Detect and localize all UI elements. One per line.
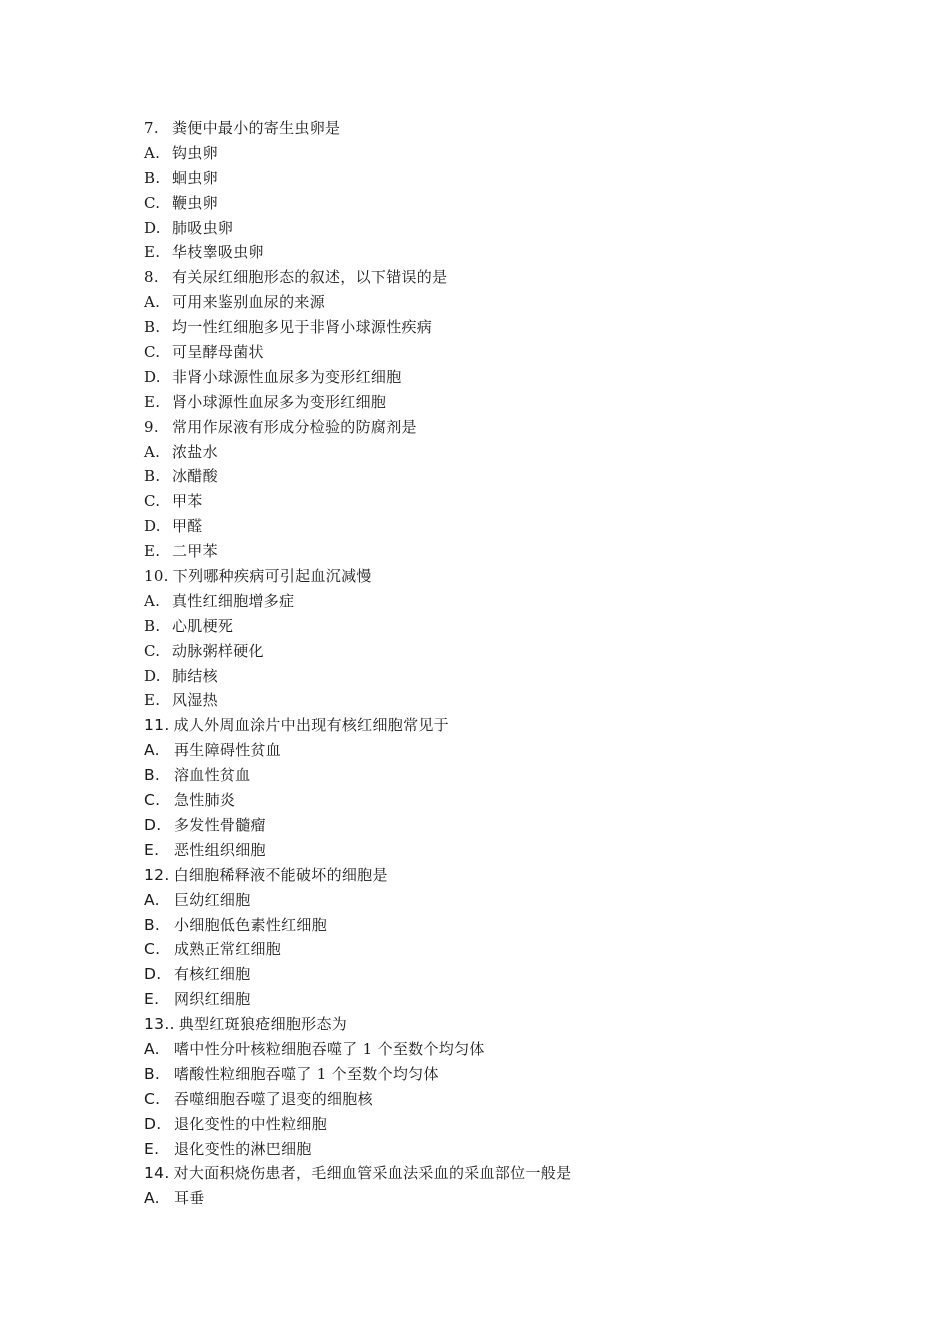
question-number: 10. [144,567,169,586]
question-text: 下列哪种疾病可引起血沉减慢 [172,567,372,586]
option-text: 均一性红细胞多见于非肾小球源性疾病 [172,318,433,337]
option-line [144,763,844,788]
option-letter: E. [144,990,160,1009]
question-number: 14. [144,1164,170,1183]
option-text: 真性红细胞增多症 [172,591,295,610]
option-line [144,141,844,166]
option-letter: E. [144,243,161,262]
option-text: 退化变性的中性粒细胞 [174,1114,328,1133]
question-line [144,265,844,290]
option-letter: A. [144,890,160,909]
option-letter: D. [144,965,162,984]
option-line [144,464,844,489]
option-letter: D. [144,1114,162,1133]
option-line [144,913,844,938]
option-line [144,240,844,265]
option-letter: E. [144,542,161,561]
option-text: 华枝睾吸虫卵 [172,243,264,262]
option-text: 有核红细胞 [174,965,251,984]
option-text: 巨幼红细胞 [174,890,251,909]
option-text: 小细胞低色素性红细胞 [174,915,328,934]
option-letter: B. [144,1064,161,1083]
question-text: 常用作尿液有形成分检验的防腐剂是 [172,417,417,436]
option-letter: B. [144,318,161,337]
option-line [144,1037,844,1062]
option-line [144,514,844,539]
option-line [144,365,844,390]
question-line [144,863,844,888]
option-letter: D. [144,367,161,386]
option-line [144,340,844,365]
option-letter: C. [144,492,161,511]
option-line [144,987,844,1012]
question-number: 12. [144,865,170,884]
option-line [144,888,844,913]
option-line [144,216,844,241]
option-line [144,191,844,216]
option-text: 嗜酸性粒细胞吞噬了 1 个至数个均匀体 [174,1064,439,1083]
option-text: 钩虫卵 [172,143,218,162]
question-text: 有关尿红细胞形态的叙述，以下错误的是 [172,268,448,287]
option-text: 蛔虫卵 [172,168,218,187]
option-text: 动脉粥样硬化 [172,641,264,660]
option-letter: A. [144,143,161,162]
option-text: 可呈酵母菌状 [172,343,264,362]
option-letter: C. [144,940,161,959]
option-text: 肺吸虫卵 [172,218,234,237]
option-text: 肾小球源性血尿多为变形红细胞 [172,392,387,411]
option-text: 嗜中性分叶核粒细胞吞噬了 1 个至数个均匀体 [174,1039,485,1058]
question-text: 典型红斑狼疮细胞形态为 [178,1015,348,1034]
option-letter: A. [144,1039,160,1058]
option-line [144,539,844,564]
option-letter: D. [144,218,161,237]
option-line [144,788,844,813]
option-line [144,166,844,191]
option-line [144,614,844,639]
option-letter: C. [144,193,161,212]
option-line [144,639,844,664]
option-line [144,1062,844,1087]
option-text: 心肌梗死 [172,616,234,635]
option-line [144,1137,844,1162]
option-text: 风湿热 [172,691,218,710]
question-number: 13.. [144,1015,175,1034]
option-letter: C. [144,791,161,810]
option-text: 二甲苯 [172,542,218,561]
option-letter: E. [144,392,161,411]
option-text: 耳垂 [174,1189,205,1208]
option-line [144,315,844,340]
question-number: 7. [144,119,159,137]
option-text: 甲苯 [172,492,203,511]
option-text: 退化变性的淋巴细胞 [174,1139,312,1158]
question-line [144,713,844,738]
option-text: 鞭虫卵 [172,193,218,212]
option-letter: C. [144,343,161,362]
question-number: 11. [144,716,170,735]
option-line [144,738,844,763]
option-letter: C. [144,641,161,660]
option-text: 成熟正常红细胞 [174,940,282,959]
option-letter: E. [144,840,160,859]
option-line [144,290,844,315]
option-text: 非肾小球源性血尿多为变形红细胞 [172,367,402,386]
question-text: 对大面积烧伤患者，毛细血管采血法采血的采血部位一般是 [173,1164,572,1183]
option-letter: D. [144,517,161,536]
option-text: 恶性组织细胞 [174,840,266,859]
document-page [144,116,844,1211]
option-line [144,937,844,962]
option-letter: D. [144,815,162,834]
question-line [144,116,844,141]
option-text: 多发性骨髓瘤 [174,815,266,834]
option-letter: A. [144,741,160,760]
option-letter: A. [144,442,161,461]
option-letter: C. [144,1089,161,1108]
option-text: 浓盐水 [172,442,218,461]
question-number: 9. [144,417,159,436]
option-text: 溶血性贫血 [174,766,251,785]
question-text: 粪便中最小的寄生虫卵是 [172,119,341,137]
option-letter: B. [144,915,161,934]
option-letter: A. [144,591,161,610]
question-text: 白细胞稀释液不能破坏的细胞是 [173,865,388,884]
option-letter: B. [144,467,161,486]
question-text: 成人外周血涂片中出现有核红细胞常见于 [173,716,449,735]
option-text: 再生障碍性贫血 [174,741,282,760]
option-text: 甲醛 [172,517,203,536]
option-letter: B. [144,766,161,785]
question-line [144,415,844,440]
option-letter: A. [144,1189,160,1208]
option-letter: B. [144,168,161,187]
option-text: 网织红细胞 [174,990,251,1009]
option-text: 急性肺炎 [174,791,236,810]
option-text: 吞噬细胞吞噬了退变的细胞核 [174,1089,373,1108]
option-line [144,962,844,987]
question-line [144,1012,844,1037]
option-text: 冰醋酸 [172,467,218,486]
option-letter: B. [144,616,161,635]
option-text: 肺结核 [172,666,218,685]
option-line [144,440,844,465]
option-letter: E. [144,691,161,710]
question-line [144,1161,844,1186]
question-line [144,564,844,589]
option-letter: D. [144,666,161,685]
option-text: 可用来鉴别血尿的来源 [172,293,326,312]
option-line [144,1186,844,1211]
option-line [144,688,844,713]
option-line [144,1112,844,1137]
option-line [144,489,844,514]
option-line [144,390,844,415]
question-number: 8. [144,268,159,287]
option-line [144,589,844,614]
option-line [144,1087,844,1112]
option-line [144,664,844,689]
option-letter: A. [144,293,161,312]
option-letter: E. [144,1139,160,1158]
option-line [144,838,844,863]
option-line [144,813,844,838]
